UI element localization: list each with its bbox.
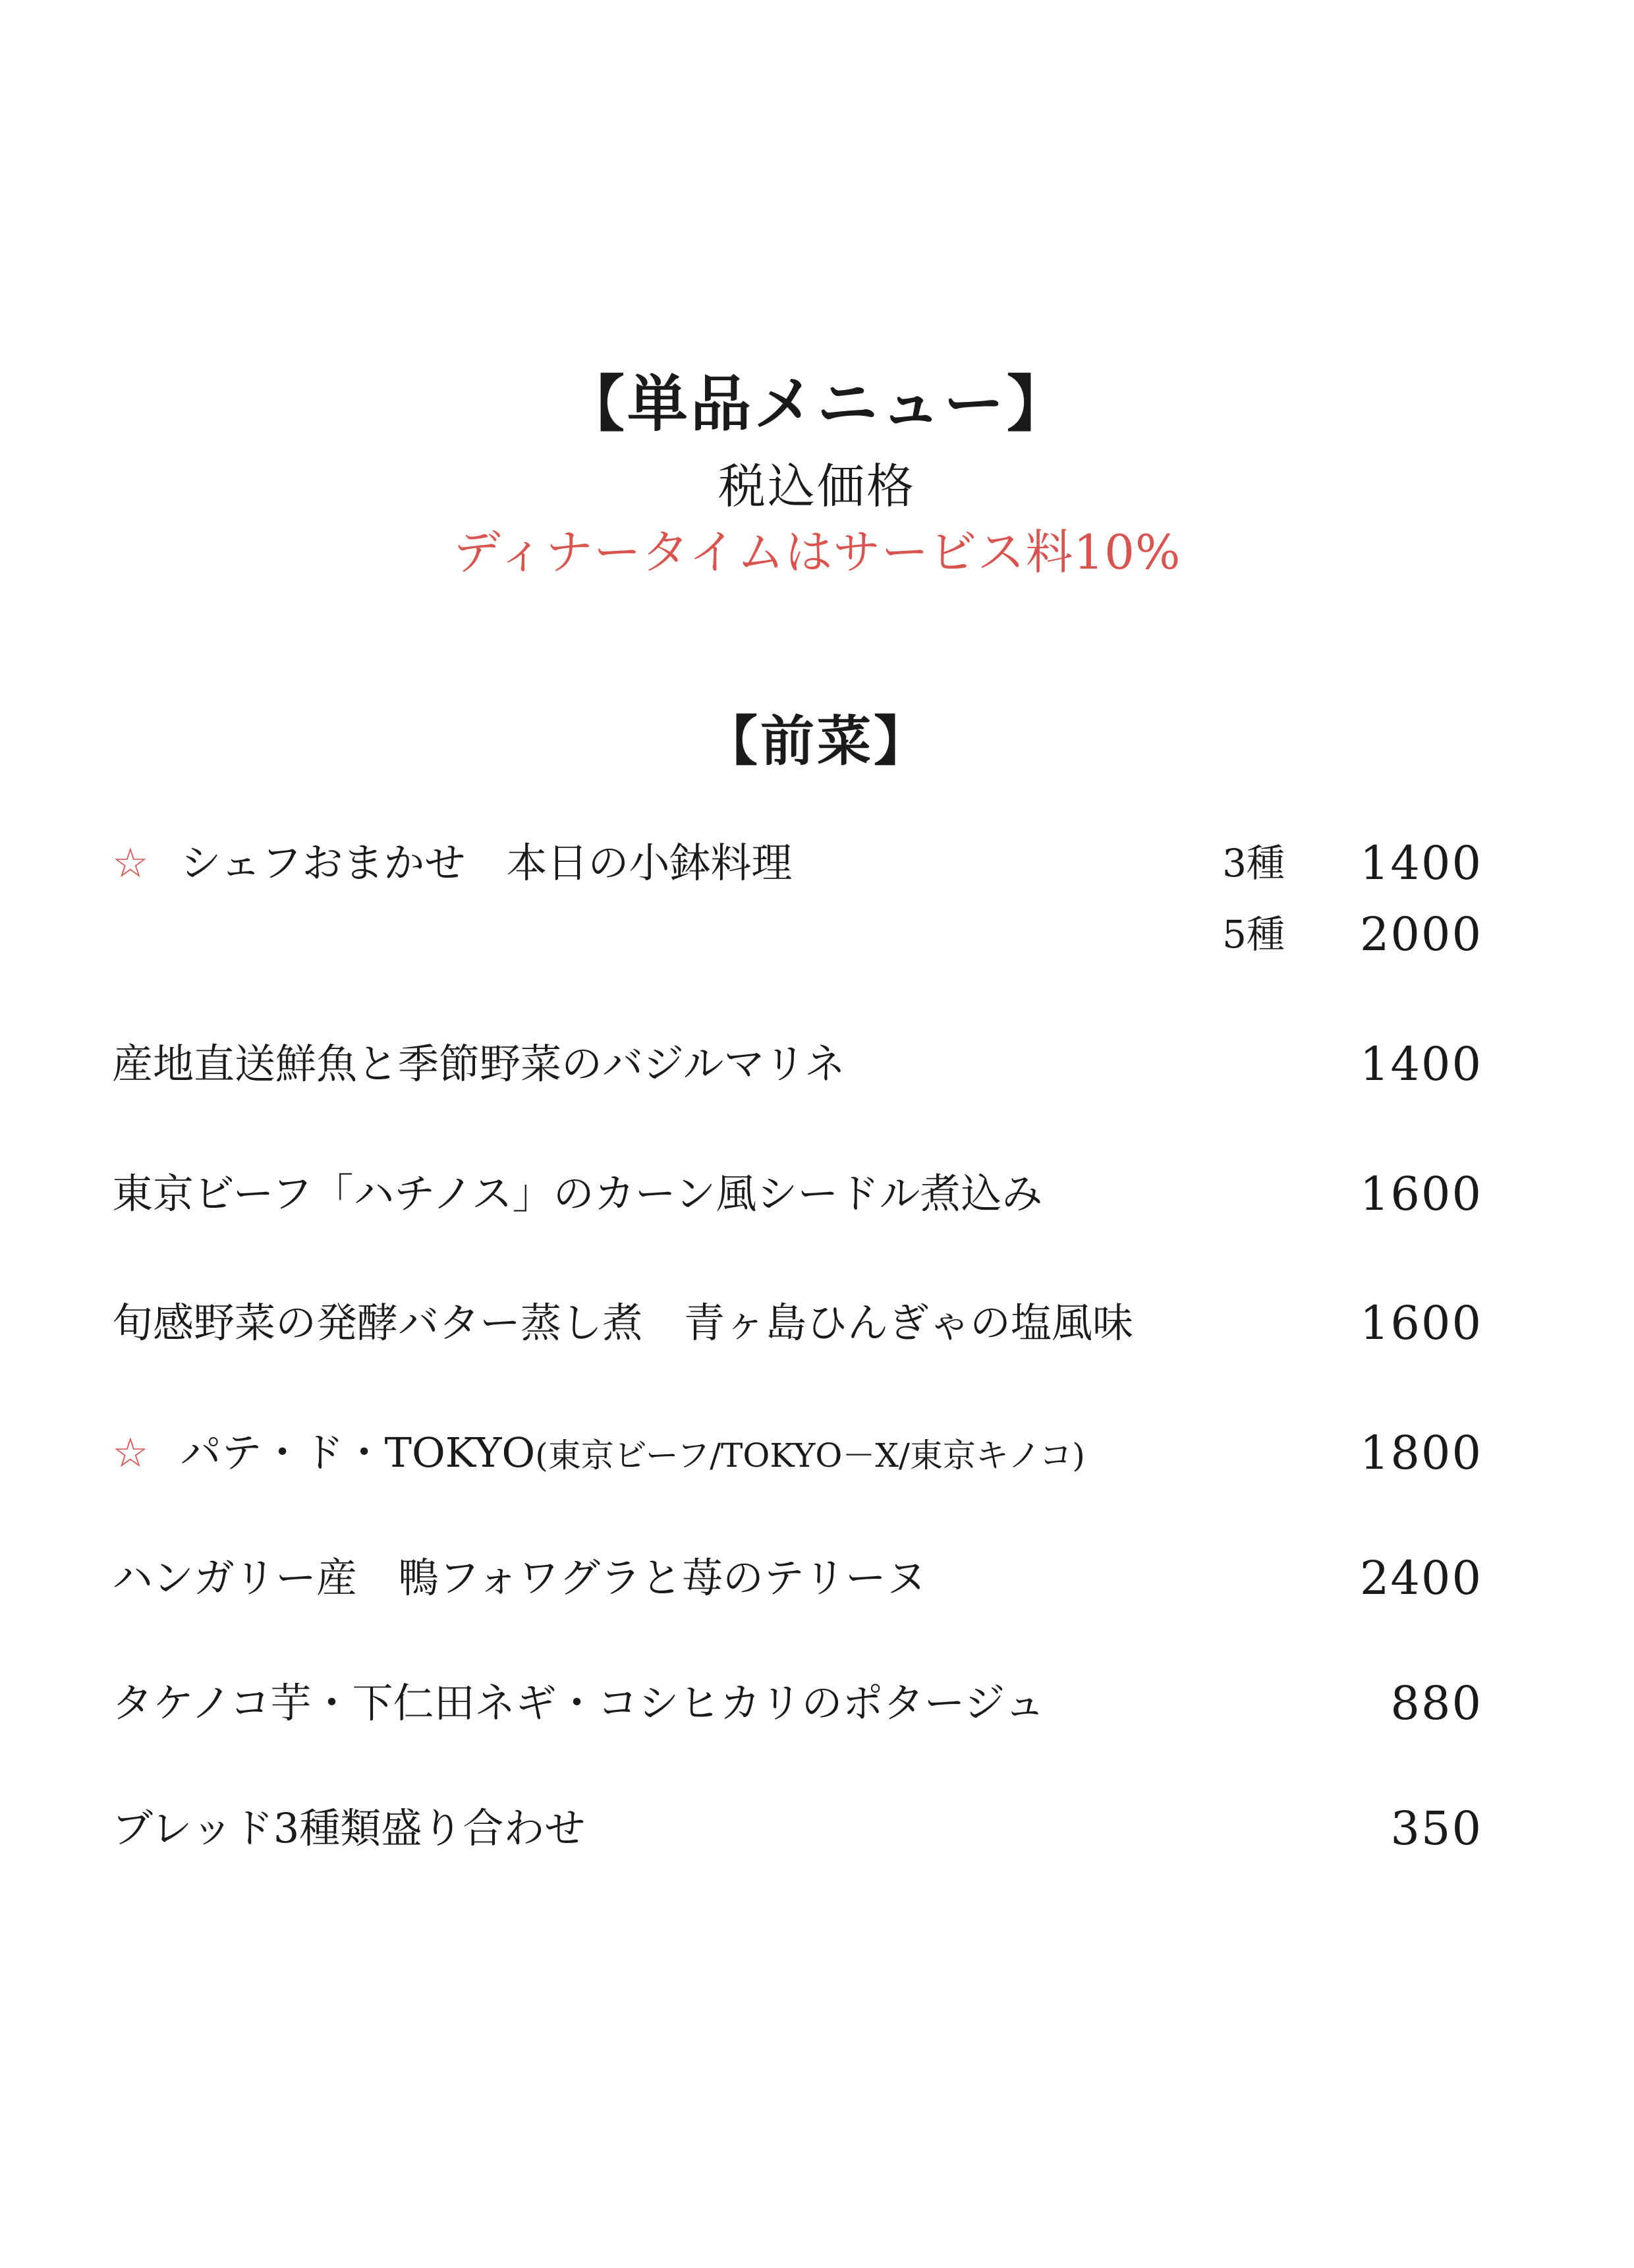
item-name: 旬感野菜の発酵バター蒸し煮 青ヶ島ひんぎゃの塩風味 bbox=[112, 1299, 1134, 1347]
menu-item bbox=[112, 1161, 1482, 1233]
menu-title: 【単品メニュー】 bbox=[563, 368, 1070, 439]
item-price: 1800 bbox=[1359, 1426, 1482, 1480]
service-charge-note: ディナータイムはサービス料10% bbox=[453, 524, 1181, 580]
item-name bbox=[112, 830, 792, 896]
menu-item bbox=[112, 1796, 1482, 1868]
item-variant-qty: 5種 bbox=[1222, 912, 1285, 957]
item-name-text: シェフおまかせ 本日の小鉢料理 bbox=[180, 839, 793, 887]
item-name bbox=[112, 1420, 1085, 1488]
menu-item bbox=[112, 830, 1482, 903]
star-icon: ☆ bbox=[112, 1429, 149, 1477]
item-price: 2000 bbox=[1359, 907, 1482, 961]
item-price: 1400 bbox=[1359, 1037, 1482, 1091]
item-price: 1400 bbox=[1359, 836, 1482, 890]
menu-item bbox=[112, 1670, 1482, 1743]
section-title-appetizers: 【前菜】 bbox=[703, 710, 930, 773]
item-name-text: パテ・ド・TOKYO bbox=[180, 1429, 536, 1477]
item-price: 880 bbox=[1390, 1676, 1482, 1730]
menu-item bbox=[112, 1545, 1482, 1618]
item-price: 1600 bbox=[1359, 1167, 1482, 1221]
menu-item bbox=[112, 1031, 1482, 1104]
item-name: 東京ビーフ「ハチノス」のカーン風シードル煮込み bbox=[112, 1170, 1043, 1218]
item-price: 1600 bbox=[1359, 1296, 1482, 1350]
item-name: ハンガリー産 鴨フォワグラと苺のテリーヌ bbox=[112, 1554, 927, 1602]
item-name: タケノコ芋・下仁田ネギ・コシヒカリのポタージュ bbox=[112, 1679, 1046, 1727]
item-name-suffix: (東京ビーフ/TOKYO－X/東京キノコ) bbox=[535, 1436, 1085, 1475]
star-icon: ☆ bbox=[112, 839, 149, 887]
menu-item bbox=[112, 1420, 1482, 1492]
menu-item-variant bbox=[112, 901, 1482, 974]
item-name: 産地直送鮮魚と季節野菜のバジルマリネ bbox=[112, 1040, 846, 1088]
item-price: 350 bbox=[1390, 1801, 1482, 1856]
item-variant-qty: 3種 bbox=[1222, 841, 1285, 886]
item-name: ブレッド3種類盛り合わせ bbox=[112, 1804, 586, 1852]
menu-item bbox=[112, 1290, 1482, 1363]
tax-included-note: 税込価格 bbox=[718, 459, 916, 514]
item-price: 2400 bbox=[1359, 1551, 1482, 1605]
